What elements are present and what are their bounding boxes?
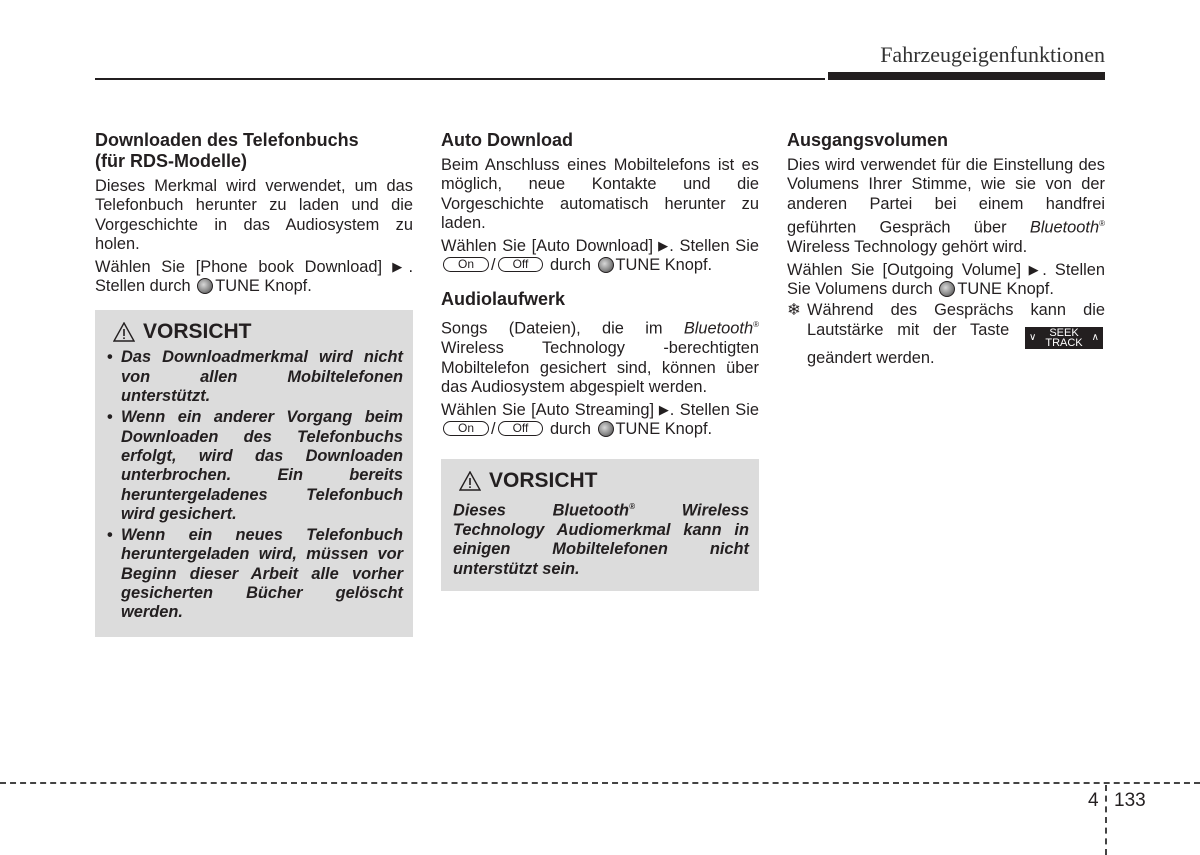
seek-track-button-icon — [1025, 327, 1103, 349]
on-button-icon: On — [443, 421, 489, 436]
note-seek-track — [787, 301, 1105, 368]
caution-text-part: Dieses Bluetooth — [453, 501, 630, 520]
instruction-text: durch — [549, 256, 591, 275]
caution-title: VORSICHT — [489, 469, 598, 493]
note-snowflake-icon: ❄ — [787, 301, 801, 320]
column-auto-download — [441, 130, 759, 591]
instruction-text: Wählen Sie [Phone book Download] — [95, 257, 383, 276]
footer-rule — [0, 782, 1200, 784]
chevron-down-icon: ∨ — [1029, 331, 1037, 343]
audio-drive-description — [441, 315, 759, 397]
registered-mark: ® — [1099, 219, 1105, 229]
description-text: Wireless Technology gehört wird. — [787, 238, 1028, 257]
slash-text: / — [491, 256, 496, 275]
off-button-icon: Off — [498, 421, 544, 436]
heading-auto-download: Auto Download — [441, 130, 573, 150]
section-title: Fahrzeugeigenfunktionen — [880, 42, 1105, 67]
instruction-text: TUNE Knopf. — [215, 277, 312, 296]
instruction-text: . Stellen durch — [95, 257, 414, 296]
arrow-icon: ▶ — [386, 258, 409, 274]
column-output-volume — [787, 130, 1105, 368]
instruction-text: . Stellen Sie Volumens durch — [787, 260, 1106, 298]
heading-line2: (für RDS-Modelle) — [95, 151, 247, 171]
on-button-icon: On — [443, 257, 489, 272]
header-rule — [95, 78, 825, 80]
note-text: Während des Gesprächs kann die Lautstärke mit der Taste — [807, 301, 1105, 339]
caution-title: VORSICHT — [143, 320, 252, 344]
phonebook-description: Dieses Merkmal wird verwendet, um das Telefonbuch herunter zu laden und die Vorgeschichte in das Audiosystem zu holen. — [95, 177, 413, 254]
heading-line1: Downloaden des Telefonbuchs — [95, 130, 359, 150]
registered-mark: ® — [753, 320, 759, 330]
warning-triangle-icon — [459, 471, 481, 491]
track-label: TRACK — [1045, 336, 1083, 349]
instruction-text: TUNE Knopf. — [615, 419, 713, 438]
seek-label: SEEK — [1049, 326, 1079, 339]
description-text: Dies wird verwendet für die Einstellung des Volumens Ihrer Stimme, wie sie von der anderen Partei bei einem handfrei geführten Gespräch über — [787, 156, 1105, 237]
arrow-icon: ▶ — [657, 237, 670, 253]
off-button-icon: Off — [498, 257, 544, 272]
instruction-text: durch — [549, 419, 591, 438]
heading-phonebook-download — [95, 130, 413, 172]
tune-knob-icon — [598, 421, 614, 437]
output-volume-description — [787, 156, 1105, 258]
tune-knob-icon — [939, 281, 955, 297]
column-phonebook — [95, 130, 413, 637]
tune-knob-icon — [197, 278, 213, 294]
caution-box-phonebook — [95, 310, 413, 636]
caution-item: • Wenn ein neues Telefonbuch heruntergeladen wird, müssen vor Beginn dieser Arbeit alle vorher gesicherten Bücher gelöscht werden. — [107, 526, 403, 622]
registered-mark: ® — [629, 502, 635, 512]
instruction-text: Wählen Sie [Auto Streaming] — [441, 400, 655, 419]
heading-output-volume: Ausgangsvolumen — [787, 130, 949, 150]
note-text: geändert werden. — [807, 348, 935, 367]
instruction-text: . Stellen Sie — [669, 400, 759, 419]
chevron-up-icon: ∧ — [1091, 331, 1099, 343]
auto-download-description: Beim Anschluss eines Mobiltelefons ist es möglich, neue Kontakte und die Vorgeschichte automatisch herunter zu laden. — [441, 156, 759, 233]
caution-item: • Wenn ein anderer Vorgang beim Downloaden des Telefonbuchs erfolgt, wird das Downloaden unterbrochen. Ein bereits heruntergeladenes Telefonbuch wird gesichert. — [107, 408, 403, 524]
footer-divider — [1105, 785, 1107, 855]
slash-text: / — [491, 419, 496, 438]
instruction-text: TUNE Knopf. — [615, 256, 713, 275]
caution-text — [453, 497, 749, 579]
auto-download-instruction — [441, 236, 759, 276]
auto-streaming-instruction — [441, 400, 759, 440]
description-text: Songs (Dateien), die im — [441, 319, 663, 338]
output-volume-instruction — [787, 260, 1105, 300]
arrow-icon: ▶ — [658, 401, 670, 417]
instruction-text: Wählen Sie [Outgoing Volume] — [787, 260, 1021, 279]
page-number: 133 — [1114, 790, 1146, 811]
instruction-text: Wählen Sie [Auto Download] — [441, 236, 654, 255]
warning-triangle-icon — [113, 322, 135, 342]
caution-text-part: Wireless Technology Audiomerkmal kann in einigen Mobiltelefonen nicht unterstützt sein. — [453, 501, 749, 578]
chapter-number: 4 — [1088, 790, 1099, 811]
instruction-text: . Stellen Sie — [669, 236, 759, 255]
bluetooth-brand: Bluetooth — [683, 319, 754, 338]
phonebook-instruction — [95, 257, 413, 297]
instruction-text: TUNE Knopf. — [957, 279, 1054, 298]
tune-knob-icon — [598, 257, 614, 273]
caution-box-audio — [441, 459, 759, 591]
description-text: Wireless Technology -berechtigten Mobiltelefon gesichert sind, können über das Audiosystem abgespielt werden. — [441, 339, 759, 397]
arrow-icon: ▶ — [1025, 261, 1043, 277]
caution-item: • Das Downloadmerkmal wird nicht von allen Mobiltelefonen unterstützt. — [107, 348, 403, 406]
bluetooth-brand: Bluetooth — [1029, 218, 1100, 237]
heading-audio-drive: Audiolaufwerk — [441, 289, 566, 310]
header-rule-thick — [828, 72, 1105, 80]
